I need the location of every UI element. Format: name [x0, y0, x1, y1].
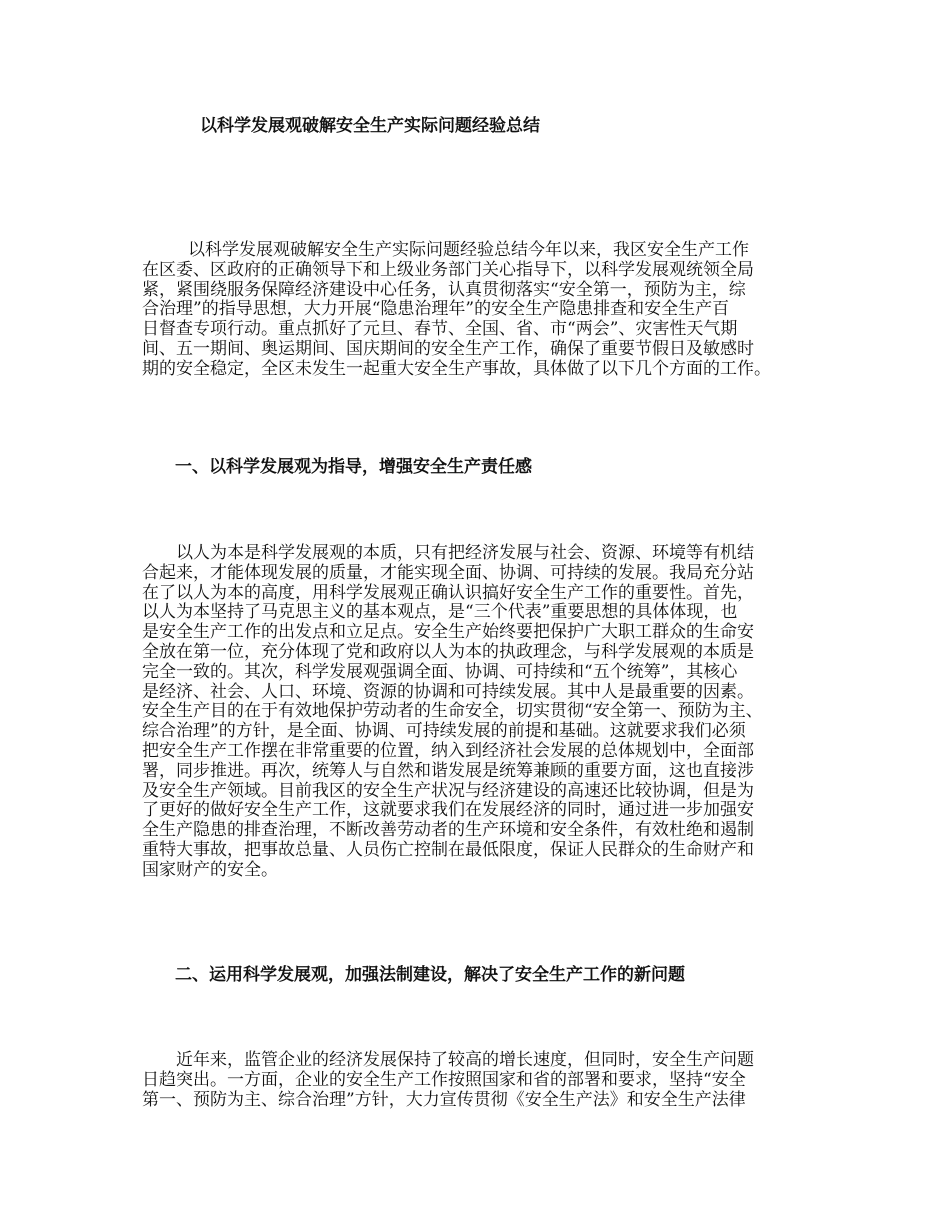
intro-line: 间、五一期间、奥运期间、国庆期间的安全生产工作，确保了重要节假日及敏感时 — [142, 338, 754, 359]
section-1-line: 是经济、社会、人口、环境、资源的协调和可持续发展。其中人是最重要的因素。 — [142, 681, 754, 702]
section-1-line: 合起来，才能体现发展的质量，才能实现全面、协调、可持续的发展。我局充分站 — [142, 562, 754, 583]
section-1-line: 署，同步推进。再次，统筹人与自然和谐发展是统筹兼顾的重要方面，这也直接涉 — [142, 760, 754, 781]
intro-line: 紧，紧围绕服务保障经济建设中心任务，认真贯彻落实“安全第一，预防为主，综 — [142, 279, 746, 300]
section-1-line: 了更好的做好安全生产工作，这就要求我们在发展经济的同时，通过进一步加强安 — [142, 800, 754, 821]
section-heading-1: 一、以科学发展观为指导，增强安全生产责任感 — [175, 457, 532, 477]
section-2-paragraph — [142, 1051, 814, 1110]
intro-line: 以科学发展观破解安全生产实际问题经验总结今年以来，我区安全生产工作 — [188, 240, 749, 260]
intro-line: 期的安全稳定，全区未发生一起重大安全生产事故，具体做了以下几个方面的工作。 — [142, 358, 771, 379]
section-1-line: 重特大事故，把事故总量、人员伤亡控制在最低限度，保证人民群众的生命财产和 — [142, 839, 754, 860]
section-2-line: 第一、预防为主、综合治理”方针，大力宣传贯彻《安全生产法》和安全生产法律 — [142, 1089, 746, 1110]
intro-line: 在区委、区政府的正确领导下和上级业务部门关心指导下，以科学发展观统领全局 — [142, 259, 754, 280]
section-1-line: 及安全生产领域。目前我区的安全生产状况与经济建设的高速还比较协调，但是为 — [142, 780, 754, 801]
section-1-line: 综合治理”的方针，是全面、协调、可持续发展的前提和基础。这就要求我们必须 — [142, 721, 746, 742]
section-1-paragraph — [142, 544, 814, 881]
section-1-line: 完全一致的。其次，科学发展观强调全面、协调、可持续和“五个统筹”，其核心 — [142, 661, 738, 682]
section-1-line: 安全生产目的在于有效地保护劳动者的生命安全，切实贯彻“安全第一、预防为主、 — [142, 701, 763, 722]
section-heading-2: 二、运用科学发展观，加强法制建设，解决了安全生产工作的新问题 — [175, 965, 685, 985]
document-title: 以科学发展观破解安全生产实际问题经验总结 — [200, 116, 540, 136]
intro-line: 日督查专项行动。重点抓好了元旦、春节、全国、省、市“两会”、灾害性天气期 — [142, 319, 738, 340]
section-1-line: 全放在第一位，充分体现了党和政府以人为本的执政理念，与科学发展观的本质是 — [142, 641, 754, 662]
section-1-line: 是安全生产工作的出发点和立足点。安全生产始终要把保护广大职工群众的生命安 — [142, 622, 754, 643]
section-1-line: 全生产隐患的排查治理，不断改善劳动者的生产环境和安全条件，有效杜绝和遏制 — [142, 820, 754, 841]
section-2-line: 日趋突出。一方面，企业的安全生产工作按照国家和省的部署和要求，坚持“安全 — [142, 1069, 746, 1090]
intro-paragraph — [142, 241, 814, 380]
section-1-line: 国家财产的安全。 — [142, 859, 278, 880]
section-1-line: 在了以人为本的高度，用科学发展观正确认识搞好安全生产工作的重要性。首先， — [142, 582, 754, 603]
section-2-line: 近年来，监管企业的经济发展保持了较高的增长速度，但同时，安全生产问题 — [176, 1050, 754, 1070]
intro-line: 合治理”的指导思想，大力开展“隐患治理年”的安全生产隐患排查和安全生产百 — [142, 299, 730, 320]
section-1-line: 以人为本是科学发展观的本质，只有把经济发展与社会、资源、环境等有机结 — [176, 543, 754, 563]
section-1-line: 以人为本坚持了马克思主义的基本观点，是“三个代表”重要思想的具体体现，也 — [142, 602, 738, 623]
section-1-line: 把安全生产工作摆在非常重要的位置，纳入到经济社会发展的总体规划中，全面部 — [142, 740, 754, 761]
